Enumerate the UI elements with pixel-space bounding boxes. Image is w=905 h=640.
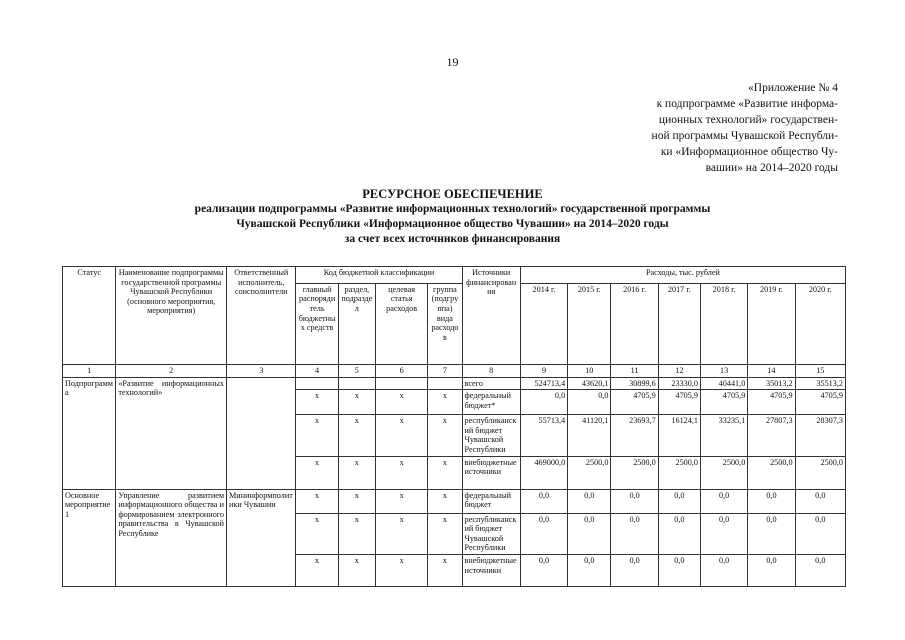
source-cell: республиканский бюджет Чувашской Республики xyxy=(462,513,520,554)
code-cell: х xyxy=(375,554,427,586)
col-num: 4 xyxy=(296,365,338,378)
code-cell: х xyxy=(338,513,375,554)
col-num: 12 xyxy=(658,365,700,378)
col-num: 1 xyxy=(63,365,116,378)
code-cell: х xyxy=(338,415,375,456)
table-row xyxy=(63,377,846,390)
resource-table xyxy=(62,266,846,587)
value-cell: 0,0 xyxy=(700,489,747,513)
code-cell: х xyxy=(338,390,375,415)
row-status: Основное мероприятие 1 xyxy=(63,489,116,586)
header-year: 2014 г. xyxy=(520,283,567,364)
value-cell: 0,0 xyxy=(795,554,845,586)
value-cell: 0,0 xyxy=(748,554,795,586)
value-cell: 2500,0 xyxy=(700,456,747,489)
code-cell: х xyxy=(296,489,338,513)
value-cell: 0,0 xyxy=(520,390,567,415)
header-budget-code: Код бюджетной классификации xyxy=(296,267,462,284)
table-row xyxy=(63,489,846,513)
header-name: Наименование подпрограммы государственной программы Чувашской Республики (основного мероприятия, мероприятия) xyxy=(116,267,227,365)
value-cell: 2500,0 xyxy=(568,456,611,489)
heading-line: за счет всех источников финансирования xyxy=(344,233,561,245)
value-cell: 33235,1 xyxy=(700,415,747,456)
value-cell: 30899,6 xyxy=(611,377,658,390)
appendix-line: вашии» на 2014–2020 годы xyxy=(705,162,838,174)
appendix-line: ной программы Чувашской Республи- xyxy=(651,130,838,142)
appendix-line: ционных технологий» государствен- xyxy=(658,114,838,126)
col-num: 10 xyxy=(568,365,611,378)
header-year: 2016 г. xyxy=(611,283,658,364)
source-cell: всего xyxy=(462,377,520,390)
header-section: раздел, подраздел xyxy=(338,283,375,364)
value-cell: 23693,7 xyxy=(611,415,658,456)
col-num: 8 xyxy=(462,365,520,378)
value-cell: 0,0 xyxy=(658,489,700,513)
code-cell: х xyxy=(428,415,462,456)
value-cell: 2500,0 xyxy=(748,456,795,489)
value-cell: 0,0 xyxy=(520,554,567,586)
col-num: 14 xyxy=(748,365,795,378)
header-group: группа (подгруппа) вида расходов xyxy=(428,283,462,364)
row-name: «Развитие информационных технологий» xyxy=(116,377,227,489)
value-cell: 35013,2 xyxy=(748,377,795,390)
value-cell: 2500,0 xyxy=(795,456,845,489)
source-cell: внебюджетные источники xyxy=(462,554,520,586)
source-cell: республиканский бюджет Чувашской Республики xyxy=(462,415,520,456)
code-cell: х xyxy=(375,513,427,554)
code-cell: х xyxy=(296,554,338,586)
value-cell: 43620,1 xyxy=(568,377,611,390)
value-cell: 27807,3 xyxy=(748,415,795,456)
header-expenses: Расходы, тыс. рублей xyxy=(520,267,845,284)
value-cell: 4705,9 xyxy=(748,390,795,415)
appendix-note xyxy=(608,80,838,176)
col-num: 6 xyxy=(375,365,427,378)
value-cell: 4705,9 xyxy=(611,390,658,415)
code-cell: х xyxy=(296,513,338,554)
value-cell: 524713,4 xyxy=(520,377,567,390)
code-cell xyxy=(296,377,338,390)
header-responsible: Ответственный исполнитель, соисполнители xyxy=(227,267,296,365)
heading-line: Чувашской Республики «Информационное общество Чувашии» на 2014–2020 годы xyxy=(236,218,669,230)
value-cell: 40441,0 xyxy=(700,377,747,390)
code-cell xyxy=(375,377,427,390)
col-num: 13 xyxy=(700,365,747,378)
value-cell: 0,0 xyxy=(520,513,567,554)
code-cell: х xyxy=(296,415,338,456)
code-cell: х xyxy=(338,489,375,513)
code-cell: х xyxy=(338,554,375,586)
value-cell: 0,0 xyxy=(568,513,611,554)
header-status: Статус xyxy=(63,267,116,365)
value-cell: 0,0 xyxy=(611,489,658,513)
code-cell: х xyxy=(375,390,427,415)
source-cell: федеральный бюджет xyxy=(462,489,520,513)
col-num: 5 xyxy=(338,365,375,378)
row-name: Управление развитием информационного общества и формированием электронного правительства в Чувашской Республике xyxy=(116,489,227,586)
value-cell: 469000,0 xyxy=(520,456,567,489)
header-main-manager: главный распорядитель бюджетных средств xyxy=(296,283,338,364)
code-cell: х xyxy=(375,489,427,513)
heading-title: РЕСУРСНОЕ ОБЕСПЕЧЕНИЕ xyxy=(362,187,543,201)
value-cell: 0,0 xyxy=(795,489,845,513)
col-num: 11 xyxy=(611,365,658,378)
code-cell: х xyxy=(375,415,427,456)
value-cell: 16124,1 xyxy=(658,415,700,456)
value-cell: 0,0 xyxy=(748,489,795,513)
row-responsible: Мининформполитики Чувашии xyxy=(227,489,296,586)
value-cell: 28307,3 xyxy=(795,415,845,456)
value-cell: 0,0 xyxy=(568,390,611,415)
code-cell: х xyxy=(428,554,462,586)
value-cell: 41120,1 xyxy=(568,415,611,456)
value-cell: 4705,9 xyxy=(658,390,700,415)
value-cell: 2500,0 xyxy=(658,456,700,489)
source-cell: внебюджетные источники xyxy=(462,456,520,489)
code-cell xyxy=(338,377,375,390)
appendix-line: «Приложение № 4 xyxy=(748,82,838,94)
column-number-row xyxy=(63,365,846,378)
code-cell: х xyxy=(296,456,338,489)
code-cell xyxy=(428,377,462,390)
value-cell: 0,0 xyxy=(568,554,611,586)
value-cell: 0,0 xyxy=(748,513,795,554)
header-year: 2018 г. xyxy=(700,283,747,364)
appendix-line: к подпрограмме «Развитие информа- xyxy=(656,98,838,110)
heading-line: реализации подпрограммы «Развитие информационных технологий» государственной программы xyxy=(194,203,711,215)
col-num: 2 xyxy=(116,365,227,378)
value-cell: 0,0 xyxy=(795,513,845,554)
code-cell: х xyxy=(428,456,462,489)
value-cell: 0,0 xyxy=(658,554,700,586)
header-year: 2017 г. xyxy=(658,283,700,364)
header-year: 2020 г. xyxy=(795,283,845,364)
value-cell: 0,0 xyxy=(700,554,747,586)
value-cell: 4705,9 xyxy=(700,390,747,415)
code-cell: х xyxy=(338,456,375,489)
header-target-item: целевая статья расходов xyxy=(375,283,427,364)
value-cell: 0,0 xyxy=(520,489,567,513)
header-sources: Источники финансирования xyxy=(462,267,520,365)
col-num: 7 xyxy=(428,365,462,378)
value-cell: 0,0 xyxy=(611,554,658,586)
code-cell: х xyxy=(428,489,462,513)
value-cell: 0,0 xyxy=(611,513,658,554)
row-status: Подпрограмма xyxy=(63,377,116,489)
document-heading xyxy=(60,187,845,247)
value-cell: 0,0 xyxy=(700,513,747,554)
source-cell: федеральный бюджет* xyxy=(462,390,520,415)
code-cell: х xyxy=(428,390,462,415)
code-cell: х xyxy=(428,513,462,554)
header-year: 2015 г. xyxy=(568,283,611,364)
header-year: 2019 г. xyxy=(748,283,795,364)
code-cell: х xyxy=(375,456,427,489)
value-cell: 0,0 xyxy=(658,513,700,554)
col-num: 15 xyxy=(795,365,845,378)
row-responsible xyxy=(227,377,296,489)
col-num: 3 xyxy=(227,365,296,378)
page-number: 19 xyxy=(446,55,459,69)
value-cell: 35513,2 xyxy=(795,377,845,390)
col-num: 9 xyxy=(520,365,567,378)
value-cell: 4705,9 xyxy=(795,390,845,415)
value-cell: 2500,0 xyxy=(611,456,658,489)
value-cell: 23330,0 xyxy=(658,377,700,390)
appendix-line: ки «Информационное общество Чу- xyxy=(660,146,838,158)
code-cell: х xyxy=(296,390,338,415)
value-cell: 0,0 xyxy=(568,489,611,513)
value-cell: 55713,4 xyxy=(520,415,567,456)
